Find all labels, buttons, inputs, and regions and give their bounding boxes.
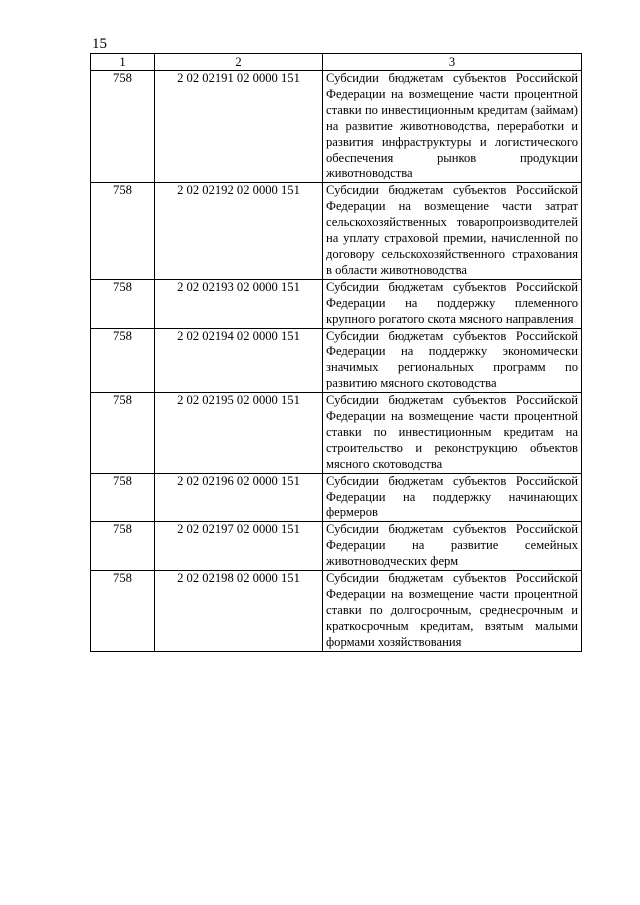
- revenue-name-cell: Субсидии бюджетам субъектов Российской Федерации на поддержку экономически значимых региональных программ по развитию мясного скотоводства: [323, 328, 582, 393]
- revenue-name-cell: Субсидии бюджетам субъектов Российской Федерации на развитие семейных животноводческих ферм: [323, 522, 582, 571]
- admin-code-cell: 758: [91, 393, 155, 474]
- table-row: [91, 393, 582, 474]
- admin-code-cell: 758: [91, 473, 155, 522]
- admin-code-cell: 758: [91, 522, 155, 571]
- revenue-name-cell: Субсидии бюджетам субъектов Российской Федерации на возмещение части процентной ставки по инвестиционным кредитам на строительство и реконструкцию объектов мясного скотоводства: [323, 393, 582, 474]
- budget-code-cell: 2 02 02192 02 0000 151: [155, 183, 323, 279]
- budget-code-cell: 2 02 02194 02 0000 151: [155, 328, 323, 393]
- table-header-row: [91, 54, 582, 71]
- admin-code-cell: 758: [91, 571, 155, 652]
- table-row: [91, 71, 582, 183]
- page-number: 15: [92, 36, 107, 52]
- table-row: [91, 571, 582, 652]
- admin-code-cell: 758: [91, 183, 155, 279]
- header-col-2: 2: [155, 54, 323, 71]
- budget-code-cell: 2 02 02198 02 0000 151: [155, 571, 323, 652]
- revenue-name-cell: Субсидии бюджетам субъектов Российской Федерации на поддержку начинающих фермеров: [323, 473, 582, 522]
- table-row: [91, 522, 582, 571]
- table-row: [91, 473, 582, 522]
- admin-code-cell: 758: [91, 328, 155, 393]
- admin-code-cell: 758: [91, 71, 155, 183]
- table-row: [91, 183, 582, 279]
- budget-code-cell: 2 02 02197 02 0000 151: [155, 522, 323, 571]
- budget-code-cell: 2 02 02196 02 0000 151: [155, 473, 323, 522]
- revenue-name-cell: Субсидии бюджетам субъектов Российской Федерации на поддержку племенного крупного рогатого скота мясного направления: [323, 279, 582, 328]
- revenue-name-cell: Субсидии бюджетам субъектов Российской Федерации на возмещение части процентной ставки по долгосрочным, среднесрочным и краткосрочным кредитам, взятым малыми формами хозяйствования: [323, 571, 582, 652]
- budget-codes-table: [90, 53, 582, 652]
- budget-code-cell: 2 02 02193 02 0000 151: [155, 279, 323, 328]
- budget-code-cell: 2 02 02195 02 0000 151: [155, 393, 323, 474]
- header-col-1: 1: [91, 54, 155, 71]
- header-col-3: 3: [323, 54, 582, 71]
- admin-code-cell: 758: [91, 279, 155, 328]
- revenue-name-cell: Субсидии бюджетам субъектов Российской Федерации на возмещение части затрат сельскохозяйственных товаропроизводителей на уплату страховой премии, начисленной по договору сельскохозяйственного страхования в области животноводства: [323, 183, 582, 279]
- table-row: [91, 279, 582, 328]
- revenue-name-cell: Субсидии бюджетам субъектов Российской Федерации на возмещение части процентной ставки по инвестиционным кредитам (займам) на развитие животноводства, переработки и развития инфраструктуры и логистического обеспечения рынков продукции животноводства: [323, 71, 582, 183]
- table-row: [91, 328, 582, 393]
- budget-code-cell: 2 02 02191 02 0000 151: [155, 71, 323, 183]
